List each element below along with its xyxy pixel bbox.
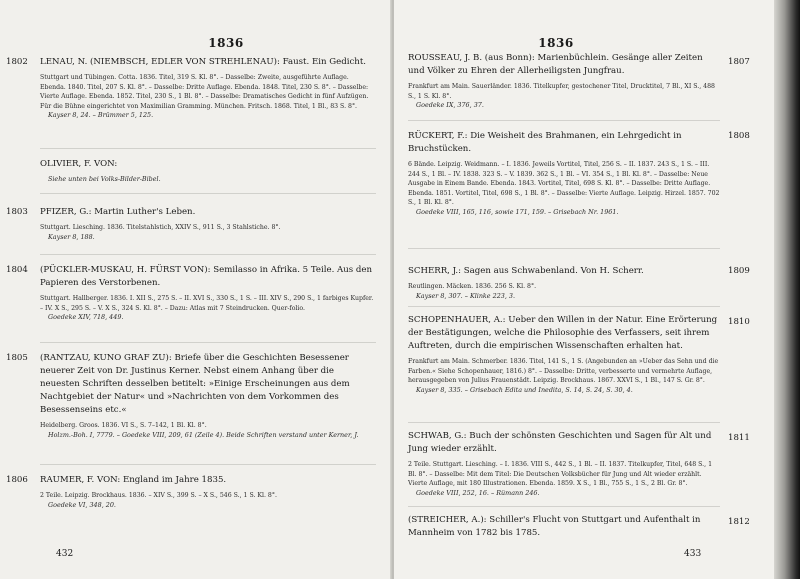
page-number: 433 — [684, 549, 702, 559]
running-head: 1836 — [538, 36, 574, 50]
entry-title: (PÜCKLER-MUSKAU, H. FÜRST VON): Semilasso in Afrika. 5 Teile. Aus den Papieren des Verstorbenen. — [40, 265, 373, 288]
entry-reference: Goedeke VIII, 165, 116, sowie 171, 159. – Grisebach Nr. 1961. — [416, 207, 619, 216]
bibliography-entry — [408, 265, 720, 301]
entry-number: 1808 — [728, 131, 750, 141]
entry-number: 1811 — [728, 433, 750, 443]
entry-publication: Stuttgart. Hallberger. 1836. I. XII S., 275 S. – II. XVI S., 330 S., 1 S. – III. XIV S., 290 S., 1 farbiges Kupfer. – IV. X S., 295 S. – V. X S., 324 S. Kl. 8°. – Dazu: Atlas mit 7 Steindrucken. Quer-folio. — [40, 295, 374, 312]
entry-number: 1809 — [728, 266, 750, 276]
bibliography-entry — [40, 474, 376, 510]
entry-title: OLIVIER, F. VON: — [40, 159, 118, 169]
divider — [408, 306, 720, 307]
entry-reference: Goedeke XIV, 718, 449. — [48, 313, 124, 321]
bibliography-entry — [408, 314, 720, 395]
entry-reference: Siehe unten bei Volks-Bilder-Bibel. — [48, 175, 161, 183]
divider — [40, 193, 376, 194]
entry-reference: Kayser 8, 188. — [48, 232, 95, 241]
entry-reference: Holzm.-Boh. I, 7779. – Goedeke VIII, 209, 61 (Zeile 4). Beide Schriften verstand unter Kerner, J. — [48, 430, 359, 439]
running-head: 1836 — [208, 36, 244, 50]
bibliography-entry — [40, 206, 376, 242]
divider — [40, 254, 376, 255]
divider — [40, 148, 376, 149]
entry-publication: Frankfurt am Main. Schmerber. 1836. Titel, 141 S., 1 S. (Angebunden an »Ueber das Sehn und die Farben.« Siehe Schopenhauer, 1816.) 8°. – Dasselbe: Dritte, verbesserte und vermehrte Auflage, herausgegeben von Julius Frauenstädt. Leipzig. Brockhaus. 1867. XXVI S., 1 Bl., 147 S. Gr. 8°. — [408, 358, 719, 384]
divider — [408, 506, 720, 507]
entry-number: 1812 — [728, 517, 750, 527]
divider — [408, 248, 720, 249]
entry-reference: Goedeke VIII, 252, 16. – Rümann 246. — [416, 488, 540, 497]
entry-reference: Kayser 8, 24. – Brümmer 5, 125. — [48, 111, 154, 119]
entry-reference: Goedeke VI, 348, 20. — [48, 500, 116, 509]
entry-number: 1803 — [6, 207, 28, 217]
entry-publication: Heidelberg. Groos. 1836. VI S., S. 7–142, 1 Bl. Kl. 8°. — [40, 422, 207, 429]
entry-publication: 6 Bände. Leipzig. Weidmann. – I. 1836. Jeweils Vortitel, Titel, 256 S. – II. 1837. 243 S., 1 S. – III. 244 S., 1 Bl. – IV. 1838. 323 S. – V. 1839. 362 S., 1 Bl. – VI. 354 S., 1 Bl. Kl. 8°. – Dasselbe: Neue Ausgabe in Einem Bande. Ebenda. 1843. Vortitel, Titel, 698 S. Kl. 8°. – Dasselbe: Dritte Auflage. Ebenda. 1851. Vortitel, Titel, 698 S., 1 Bl. 8°. – Dasselbe: Vierte Auflage. Leipzig. Hirzel. 1857. 702 S., 1 Bl. Kl. 8°. — [408, 161, 720, 206]
entry-number: 1806 — [6, 475, 28, 485]
bibliography-entry — [40, 56, 376, 121]
entry-number: 1807 — [728, 57, 750, 67]
bibliography-entry — [40, 158, 376, 185]
page-number: 432 — [56, 549, 74, 559]
bibliography-entry — [408, 52, 720, 111]
right-page — [394, 0, 774, 579]
bibliography-entry — [408, 130, 720, 217]
divider — [408, 120, 720, 121]
entry-title: SCHERR, J.: Sagen aus Schwabenland. Von H. Scherr. — [408, 266, 644, 276]
divider — [40, 464, 376, 465]
entry-title: SCHOPENHAUER, A.: Ueber den Willen in der Natur. Eine Erörterung der Bestätigungen, welche die Philosophie des Verfassers, seit ihrem Auftreten, durch die empirischen Wissenschaften erhalten hat. — [408, 315, 718, 351]
entry-publication: Stuttgart. Liesching. 1836. Titelstahlstich, XXIV S., 911 S., 3 Stahlstiche. 8°. — [40, 224, 281, 231]
entry-publication: 2 Teile. Stuttgart. Liesching. – I. 1836. VIII S., 442 S., 1 Bl. – II. 1837. Titelkupfer, Titel, 648 S., 1 Bl. 8°. – Dasselbe: Mit dem Titel: Die Deutschen Volksbücher für Jung und Alt wieder erzählt. Vierte Auflage, mit 180 Illustrationen. Ebenda. 1859. X S., 1 Bl., 755 S., 1 S., 2 Bl. Gr. 8°. — [408, 461, 713, 487]
book-edge — [774, 0, 800, 579]
entry-title: (STREICHER, A.): Schiller's Flucht von Stuttgart und Aufenthalt in Mannheim von 1782 bis 1785. — [408, 515, 701, 538]
entry-number: 1810 — [728, 317, 750, 327]
entry-number: 1802 — [6, 57, 28, 67]
entry-publication: 2 Teile. Leipzig. Brockhaus. 1836. – XIV S., 399 S. – X S., 546 S., 1 S. Kl. 8°. — [40, 492, 277, 499]
entry-title: (RANTZAU, KUNO GRAF ZU): Briefe über die Geschichten Besessener neuerer Zeit von Dr. Justinus Kerner. Nebst einem Anhang über die neuesten Schriften desselben betitelt: »Einige Erscheinungen aus dem Nachtgebiet der Natur« und »Nachrichten von dem Vorkommen des Besessenseins etc.« — [40, 353, 350, 415]
entry-title: PFIZER, G.: Martin Luther's Leben. — [40, 207, 196, 217]
entry-title: LENAU, N. (NIEMBSCH, EDLER VON STREHLENAU): Faust. Ein Gedicht. — [40, 57, 366, 67]
entry-reference: Kayser 8, 335. – Grisebach Edita und Inedita, S. 14, S. 24, S. 30, 4. — [416, 385, 633, 394]
bibliography-entry — [40, 352, 376, 440]
divider — [40, 342, 376, 343]
bibliography-entry — [408, 430, 720, 498]
entry-reference: Kayser 8, 307. – Klinke 223, 3. — [416, 291, 515, 300]
entry-publication: Reutlingen. Mäcken. 1836. 256 S. Kl. 8°. — [408, 283, 537, 290]
divider — [408, 422, 720, 423]
entry-number: 1805 — [6, 353, 28, 363]
entry-number: 1804 — [6, 265, 28, 275]
bibliography-entry — [40, 264, 376, 323]
entry-title: RAUMER, F. VON: England im Jahre 1835. — [40, 475, 227, 485]
bibliography-entry — [408, 514, 720, 540]
entry-reference: Goedeke IX, 376, 37. — [416, 101, 484, 109]
entry-publication: Frankfurt am Main. Sauerländer. 1836. Titelkupfer, gestochener Titel, Drucktitel, 7 Bl., XI S., 488 S., 1 S. Kl. 8°. — [408, 83, 715, 100]
entry-title: SCHWAB, G.: Buch der schönsten Geschichten und Sagen für Alt und Jung wieder erzählt. — [408, 431, 712, 454]
entry-title: RÜCKERT, F.: Die Weisheit des Brahmanen, ein Lehrgedicht in Bruchstücken. — [408, 131, 682, 154]
entry-title: ROUSSEAU, J. B. (aus Bonn): Marienbüchlein. Gesänge aller Zeiten und Völker zu Ehren der Allerheiligsten Jungfrau. — [408, 53, 703, 76]
left-page — [0, 0, 392, 579]
entry-publication: Stuttgart und Tübingen. Cotta. 1836. Titel, 319 S. Kl. 8°. – Dasselbe: Zweite, ausgeführte Auflage. Ebenda. 1840. Titel, 207 S. Kl. 8°. – Dasselbe: Dritte Auflage. Ebenda. 1848. Titel, 230 S. 8°. – Dasselbe: Vierte Auflage. Ebenda. 1852. Titel, 230 S., 1 Bl. 8°. – Dasselbe: Dramatisches Gedicht in fünf Aufzügen. Für die Bühne eingerichtet von Maximilian Gramming. München. Fritsch. 1868. Titel, 1 Bl., 83 S. 8°. — [40, 74, 369, 110]
